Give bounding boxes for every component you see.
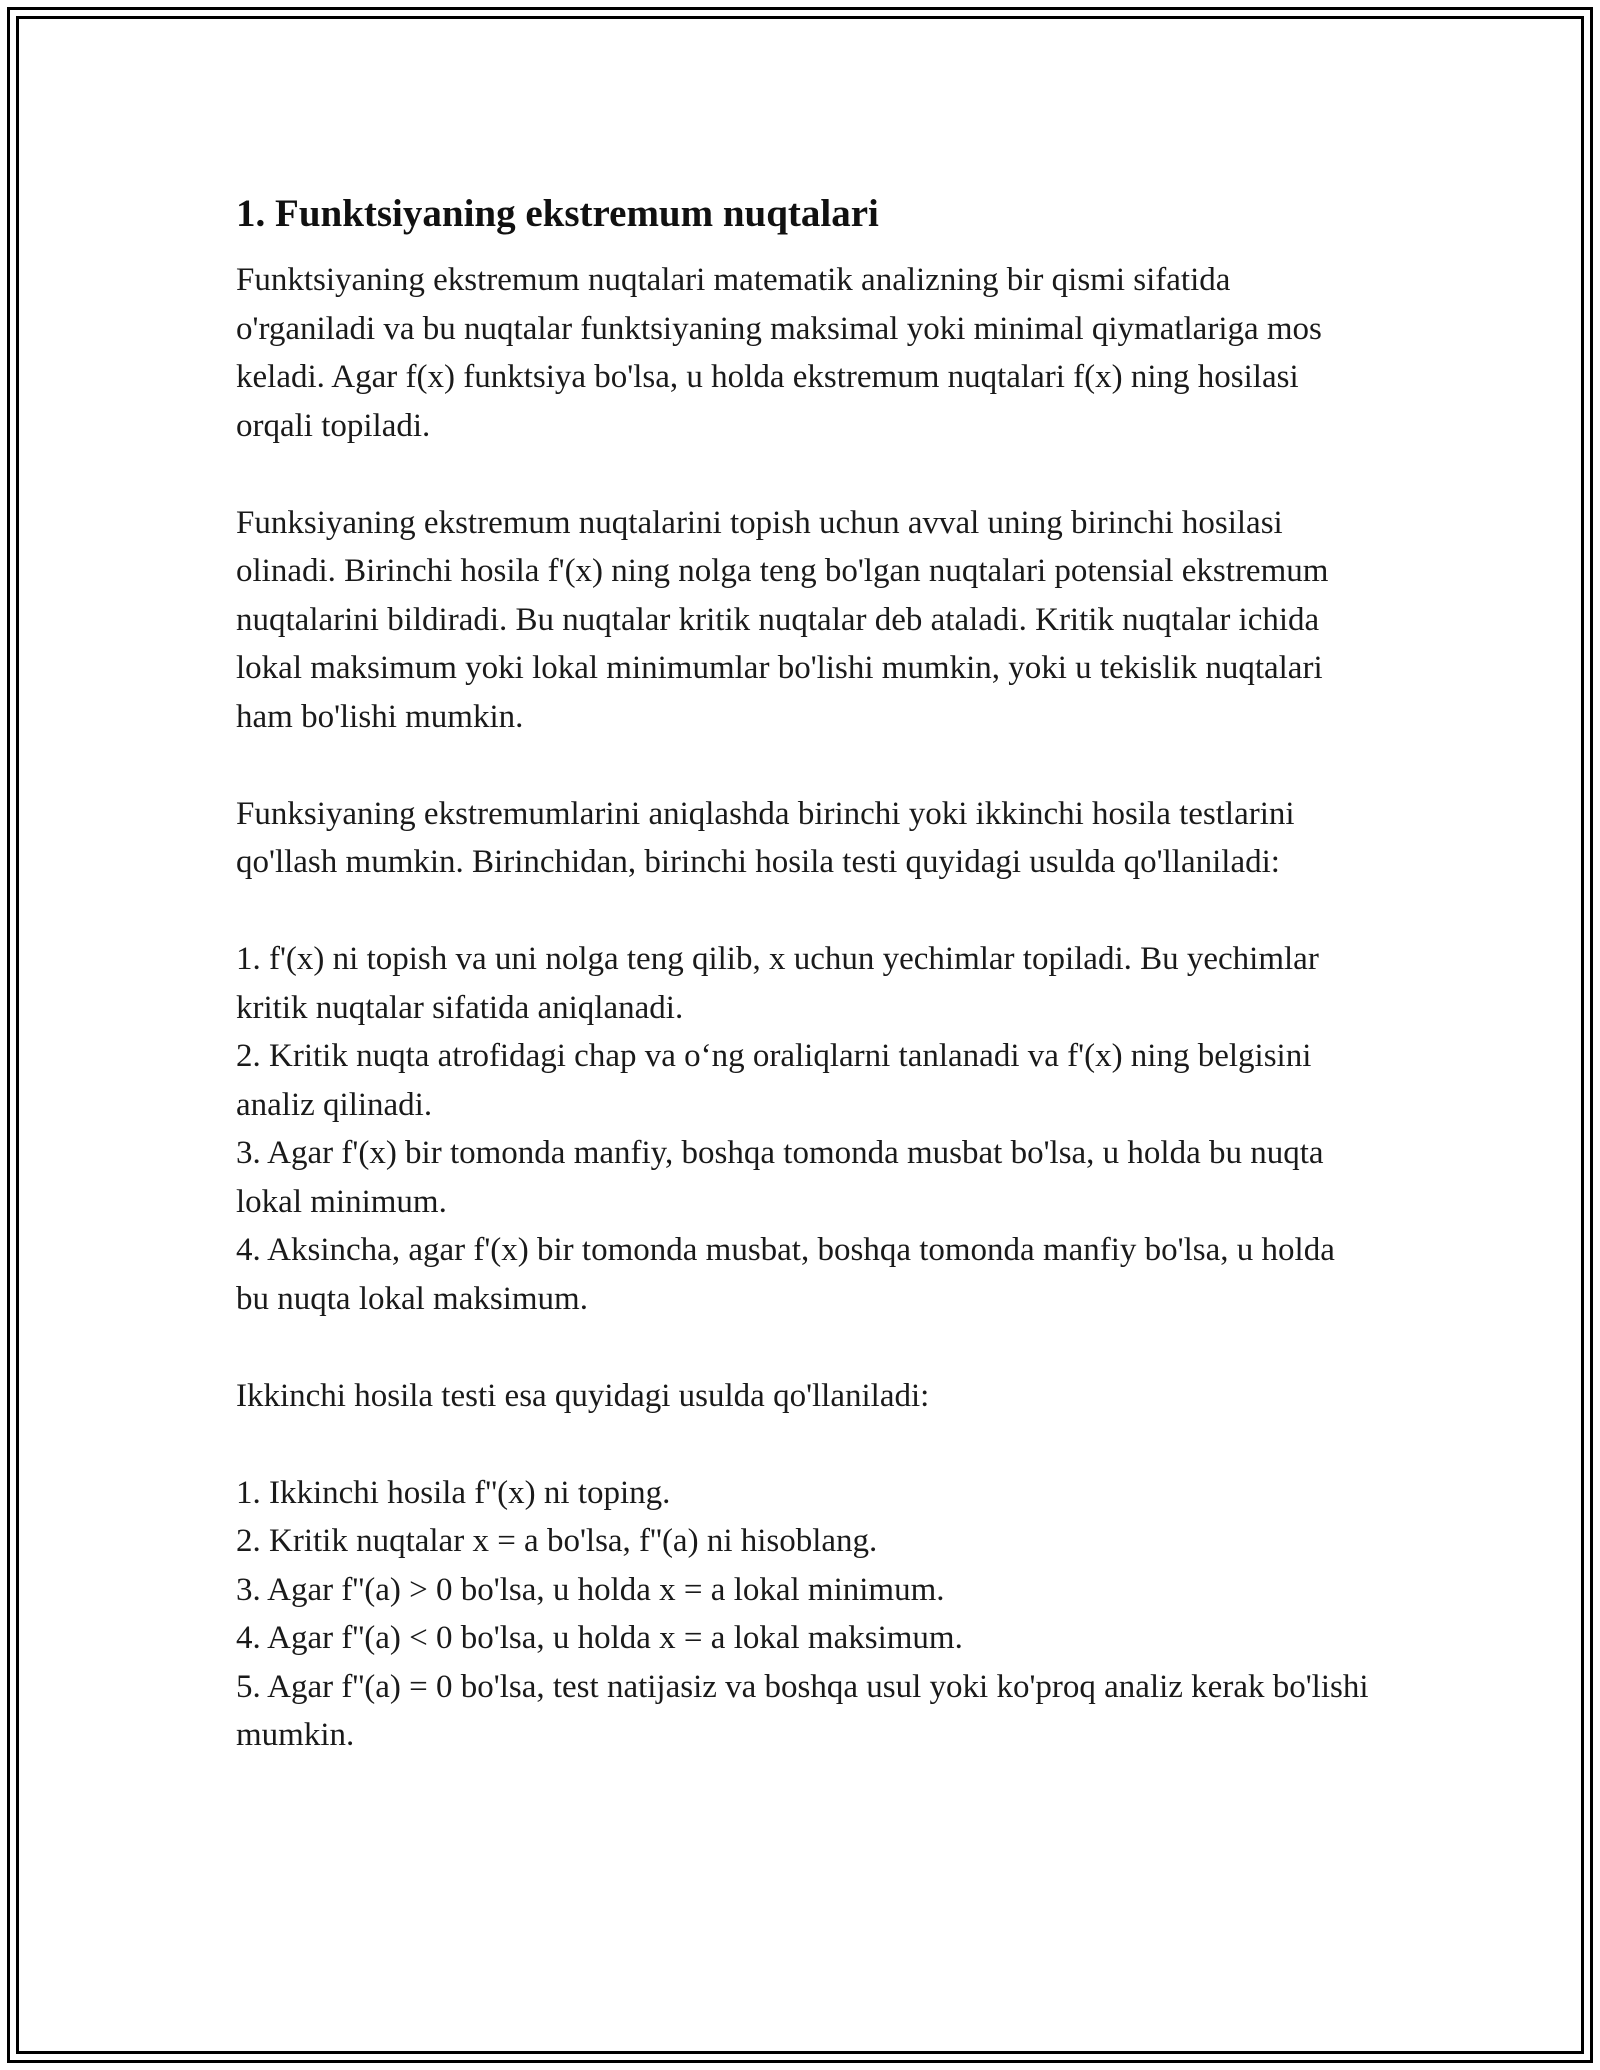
section-title: 1. Funktsiyaning ekstremum nuqtalari [236,192,879,235]
list-item: 3. Agar f''(a) > 0 bo'lsa, u holda x = a lokal minimum. [236,1571,945,1608]
list-item: 4. Aksincha, agar f'(x) bir tomonda musbat, boshqa tomonda manfiy bo'lsa, u holda bu nuqta lokal maksimum. [236,1232,1335,1317]
list-item: 1. f'(x) ni topish va uni nolga teng qilib, x uchun yechimlar topiladi. Bu yechimlar kritik nuqtalar sifatida aniqlanadi. [236,941,1319,1026]
document-body [236,186,1376,1808]
second-derivative-test-steps [236,1469,1376,1760]
list-item: 2. Kritik nuqtalar x = a bo'lsa, f''(a) ni hisoblang. [236,1523,878,1559]
list-item: 2. Kritik nuqta atrofidagi chap va o‘ng oraliqlarni tanlanadi va f'(x) ning belgisini analiz qilinadi. [236,1038,1312,1123]
intro-paragraph-3: Funksiyaning ekstremumlarini aniqlashda birinchi yoki ikkinchi hosila testlarini qo'llash mumkin. Birinchidan, birinchi hosila testi quyidagi usulda qo'llaniladi: [236,795,1295,880]
list-item: 3. Agar f'(x) bir tomonda manfiy, boshqa tomonda musbat bo'lsa, u holda bu nuqta lokal minimum. [236,1135,1324,1220]
intro-paragraph-2: Funksiyaning ekstremum nuqtalarini topish uchun avval uning birinchi hosilasi olinadi. Birinchi hosila f'(x) ning nolga teng bo'lgan nuqtalari potensial ekstremum nuqtalarini bildiradi. Bu nuqtalar kritik nuqtalar deb ataladi. Kritik nuqtalar ichida lokal maksimum yoki lokal minimumlar bo'lishi mumkin, yoki u tekislik nuqtalari ham bo'lishi mumkin. [236,504,1329,735]
second-test-intro: Ikkinchi hosila testi esa quyidagi usulda qo'llaniladi: [236,1377,930,1414]
first-derivative-test-steps [236,935,1376,1323]
list-item: 5. Agar f''(a) = 0 bo'lsa, test natijasiz va boshqa usul yoki ko'proq analiz kerak bo'lishi mumkin. [236,1668,1369,1753]
intro-paragraph-1: Funktsiyaning ekstremum nuqtalari matematik analizning bir qismi sifatida o'rganiladi va bu nuqtalar funktsiyaning maksimal yoki minimal qiymatlariga mos keladi. Agar f(x) funktsiya bo'lsa, u holda ekstremum nuqtalari f(x) ning hosilasi orqali topiladi. [236,262,1322,444]
list-item: 1. Ikkinchi hosila f''(x) ni toping. [236,1474,671,1511]
list-item: 4. Agar f''(a) < 0 bo'lsa, u holda x = a lokal maksimum. [236,1620,963,1656]
